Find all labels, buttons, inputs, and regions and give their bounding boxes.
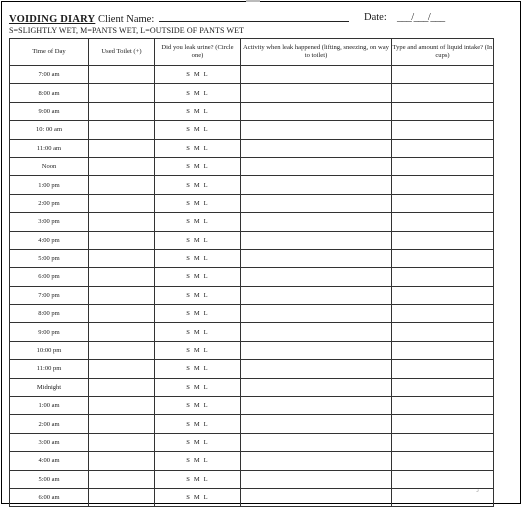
used-toilet-cell[interactable] [89, 378, 155, 396]
time-cell: Midnight [10, 378, 89, 396]
used-toilet-cell[interactable] [89, 176, 155, 194]
time-cell: 6:00 pm [10, 268, 89, 286]
table-row [10, 378, 494, 396]
leak-options-cell[interactable]: S M L [155, 66, 241, 84]
used-toilet-cell[interactable] [89, 452, 155, 470]
activity-cell[interactable] [241, 121, 392, 139]
leak-options-cell[interactable]: S M L [155, 194, 241, 212]
table-row [10, 397, 494, 415]
time-cell: 5:00 am [10, 470, 89, 488]
activity-cell[interactable] [241, 194, 392, 212]
leak-options-cell[interactable]: S M L [155, 102, 241, 120]
table-row [10, 488, 494, 506]
client-name-label: Client Name: [97, 14, 155, 25]
used-toilet-cell[interactable] [89, 121, 155, 139]
activity-cell[interactable] [241, 305, 392, 323]
activity-cell[interactable] [241, 433, 392, 451]
leak-options-cell[interactable]: S M L [155, 323, 241, 341]
liquid-intake-cell[interactable] [392, 176, 494, 194]
liquid-intake-cell[interactable] [392, 415, 494, 433]
table-row [10, 360, 494, 378]
leak-options-cell[interactable]: S M L [155, 397, 241, 415]
client-name-field[interactable] [159, 11, 349, 22]
activity-cell[interactable] [241, 397, 392, 415]
table-row [10, 452, 494, 470]
liquid-intake-cell[interactable] [392, 102, 494, 120]
leak-options-cell[interactable]: S M L [155, 488, 241, 506]
leak-options-cell[interactable]: S M L [155, 213, 241, 231]
used-toilet-cell[interactable] [89, 66, 155, 84]
time-cell: 8:00 am [10, 84, 89, 102]
table-header-row [10, 39, 494, 66]
table-body [10, 66, 494, 507]
table-row [10, 157, 494, 175]
voiding-diary-table [9, 38, 494, 507]
leak-options-cell[interactable]: S M L [155, 415, 241, 433]
date-field[interactable]: ___/___/___ [397, 12, 445, 23]
liquid-intake-cell[interactable] [392, 452, 494, 470]
activity-cell[interactable] [241, 415, 392, 433]
table-row [10, 139, 494, 157]
column-header-activity: Activity when leak happened (lifting, sneezing, on way to toilet) [241, 39, 392, 66]
liquid-intake-cell[interactable] [392, 84, 494, 102]
time-cell: 8:00 pm [10, 305, 89, 323]
leak-options-cell[interactable]: S M L [155, 433, 241, 451]
column-header-used-toilet: Used Toilet (+) [89, 39, 155, 66]
time-cell: 2:00 am [10, 415, 89, 433]
used-toilet-cell[interactable] [89, 305, 155, 323]
liquid-intake-cell[interactable] [392, 231, 494, 249]
column-header-time: Time of Day [10, 39, 89, 66]
table-row [10, 194, 494, 212]
activity-cell[interactable] [241, 84, 392, 102]
liquid-intake-cell[interactable] [392, 286, 494, 304]
liquid-intake-cell[interactable] [392, 323, 494, 341]
activity-cell[interactable] [241, 488, 392, 506]
table-row [10, 305, 494, 323]
used-toilet-cell[interactable] [89, 286, 155, 304]
liquid-intake-cell[interactable] [392, 157, 494, 175]
used-toilet-cell[interactable] [89, 84, 155, 102]
activity-cell[interactable] [241, 286, 392, 304]
used-toilet-cell[interactable] [89, 323, 155, 341]
time-cell: 4:00 am [10, 452, 89, 470]
leak-options-cell[interactable]: S M L [155, 360, 241, 378]
form-header [9, 11, 479, 25]
used-toilet-cell[interactable] [89, 433, 155, 451]
used-toilet-cell[interactable] [89, 139, 155, 157]
time-cell: 11:00 pm [10, 360, 89, 378]
used-toilet-cell[interactable] [89, 194, 155, 212]
time-cell: 7:00 am [10, 66, 89, 84]
leak-options-cell[interactable]: S M L [155, 121, 241, 139]
leak-options-cell[interactable]: S M L [155, 84, 241, 102]
activity-cell[interactable] [241, 323, 392, 341]
liquid-intake-cell[interactable] [392, 249, 494, 267]
time-cell: Noon [10, 157, 89, 175]
table-row [10, 415, 494, 433]
leak-options-cell[interactable]: S M L [155, 139, 241, 157]
activity-cell[interactable] [241, 231, 392, 249]
time-cell: 3:00 am [10, 433, 89, 451]
used-toilet-cell[interactable] [89, 249, 155, 267]
time-cell: 3:00 pm [10, 213, 89, 231]
table-row [10, 66, 494, 84]
activity-cell[interactable] [241, 66, 392, 84]
table-row [10, 231, 494, 249]
table-row [10, 213, 494, 231]
leak-options-cell[interactable]: S M L [155, 249, 241, 267]
time-cell: 6:00 am [10, 488, 89, 506]
activity-cell[interactable] [241, 249, 392, 267]
used-toilet-cell[interactable] [89, 415, 155, 433]
liquid-intake-cell[interactable] [392, 194, 494, 212]
leak-options-cell[interactable]: S M L [155, 286, 241, 304]
leak-options-cell[interactable]: S M L [155, 470, 241, 488]
activity-cell[interactable] [241, 157, 392, 175]
table-row [10, 323, 494, 341]
column-header-liquid-intake: Type and amount of liquid intake? (In cups) [392, 39, 494, 66]
leak-options-cell[interactable]: S M L [155, 176, 241, 194]
table-row [10, 121, 494, 139]
activity-cell[interactable] [241, 452, 392, 470]
used-toilet-cell[interactable] [89, 397, 155, 415]
date-label: Date: [364, 12, 387, 23]
table-row [10, 249, 494, 267]
leak-options-cell[interactable]: S M L [155, 452, 241, 470]
time-cell: 4:00 pm [10, 231, 89, 249]
used-toilet-cell[interactable] [89, 488, 155, 506]
table-row [10, 268, 494, 286]
leak-legend: S=SLIGHTLY WET, M=PANTS WET, L=OUTSIDE OF PANTS WET [9, 26, 245, 35]
leak-options-cell[interactable]: S M L [155, 305, 241, 323]
liquid-intake-cell[interactable] [392, 213, 494, 231]
page-edge-mark [246, 0, 260, 2]
used-toilet-cell[interactable] [89, 157, 155, 175]
liquid-intake-cell[interactable] [392, 397, 494, 415]
activity-cell[interactable] [241, 378, 392, 396]
activity-cell[interactable] [241, 470, 392, 488]
used-toilet-cell[interactable] [89, 231, 155, 249]
liquid-intake-cell[interactable] [392, 433, 494, 451]
leak-options-cell[interactable]: S M L [155, 378, 241, 396]
time-cell: 10:00 pm [10, 341, 89, 359]
leak-options-cell[interactable]: S M L [155, 341, 241, 359]
activity-cell[interactable] [241, 139, 392, 157]
liquid-intake-cell[interactable] [392, 121, 494, 139]
leak-options-cell[interactable]: S M L [155, 231, 241, 249]
used-toilet-cell[interactable] [89, 360, 155, 378]
used-toilet-cell[interactable] [89, 102, 155, 120]
liquid-intake-cell[interactable] [392, 305, 494, 323]
table-row [10, 470, 494, 488]
time-cell: 9:00 pm [10, 323, 89, 341]
liquid-intake-cell[interactable] [392, 66, 494, 84]
liquid-intake-cell[interactable] [392, 139, 494, 157]
activity-cell[interactable] [241, 341, 392, 359]
table-row [10, 84, 494, 102]
activity-cell[interactable] [241, 268, 392, 286]
table-row [10, 286, 494, 304]
time-cell: 1:00 pm [10, 176, 89, 194]
time-cell: 5:00 pm [10, 249, 89, 267]
table-row [10, 176, 494, 194]
activity-cell[interactable] [241, 102, 392, 120]
time-cell: 7:00 pm [10, 286, 89, 304]
leak-options-cell[interactable]: S M L [155, 268, 241, 286]
column-header-leak: Did you leak urine? (Circle one) [155, 39, 241, 66]
time-cell: 11:00 am [10, 139, 89, 157]
activity-cell[interactable] [241, 176, 392, 194]
liquid-intake-cell[interactable] [392, 341, 494, 359]
table-row [10, 102, 494, 120]
time-cell: 1:00 am [10, 397, 89, 415]
liquid-intake-cell[interactable] [392, 268, 494, 286]
liquid-intake-cell[interactable] [392, 360, 494, 378]
corner-mark: ⌟ [476, 487, 479, 493]
table-row [10, 341, 494, 359]
time-cell: 10: 00 am [10, 121, 89, 139]
time-cell: 9:00 am [10, 102, 89, 120]
used-toilet-cell[interactable] [89, 341, 155, 359]
activity-cell[interactable] [241, 360, 392, 378]
used-toilet-cell[interactable] [89, 213, 155, 231]
table-row [10, 433, 494, 451]
time-cell: 2:00 pm [10, 194, 89, 212]
activity-cell[interactable] [241, 213, 392, 231]
liquid-intake-cell[interactable] [392, 378, 494, 396]
used-toilet-cell[interactable] [89, 268, 155, 286]
form-title: VOIDING DIARY [9, 14, 96, 25]
used-toilet-cell[interactable] [89, 470, 155, 488]
leak-options-cell[interactable]: S M L [155, 157, 241, 175]
